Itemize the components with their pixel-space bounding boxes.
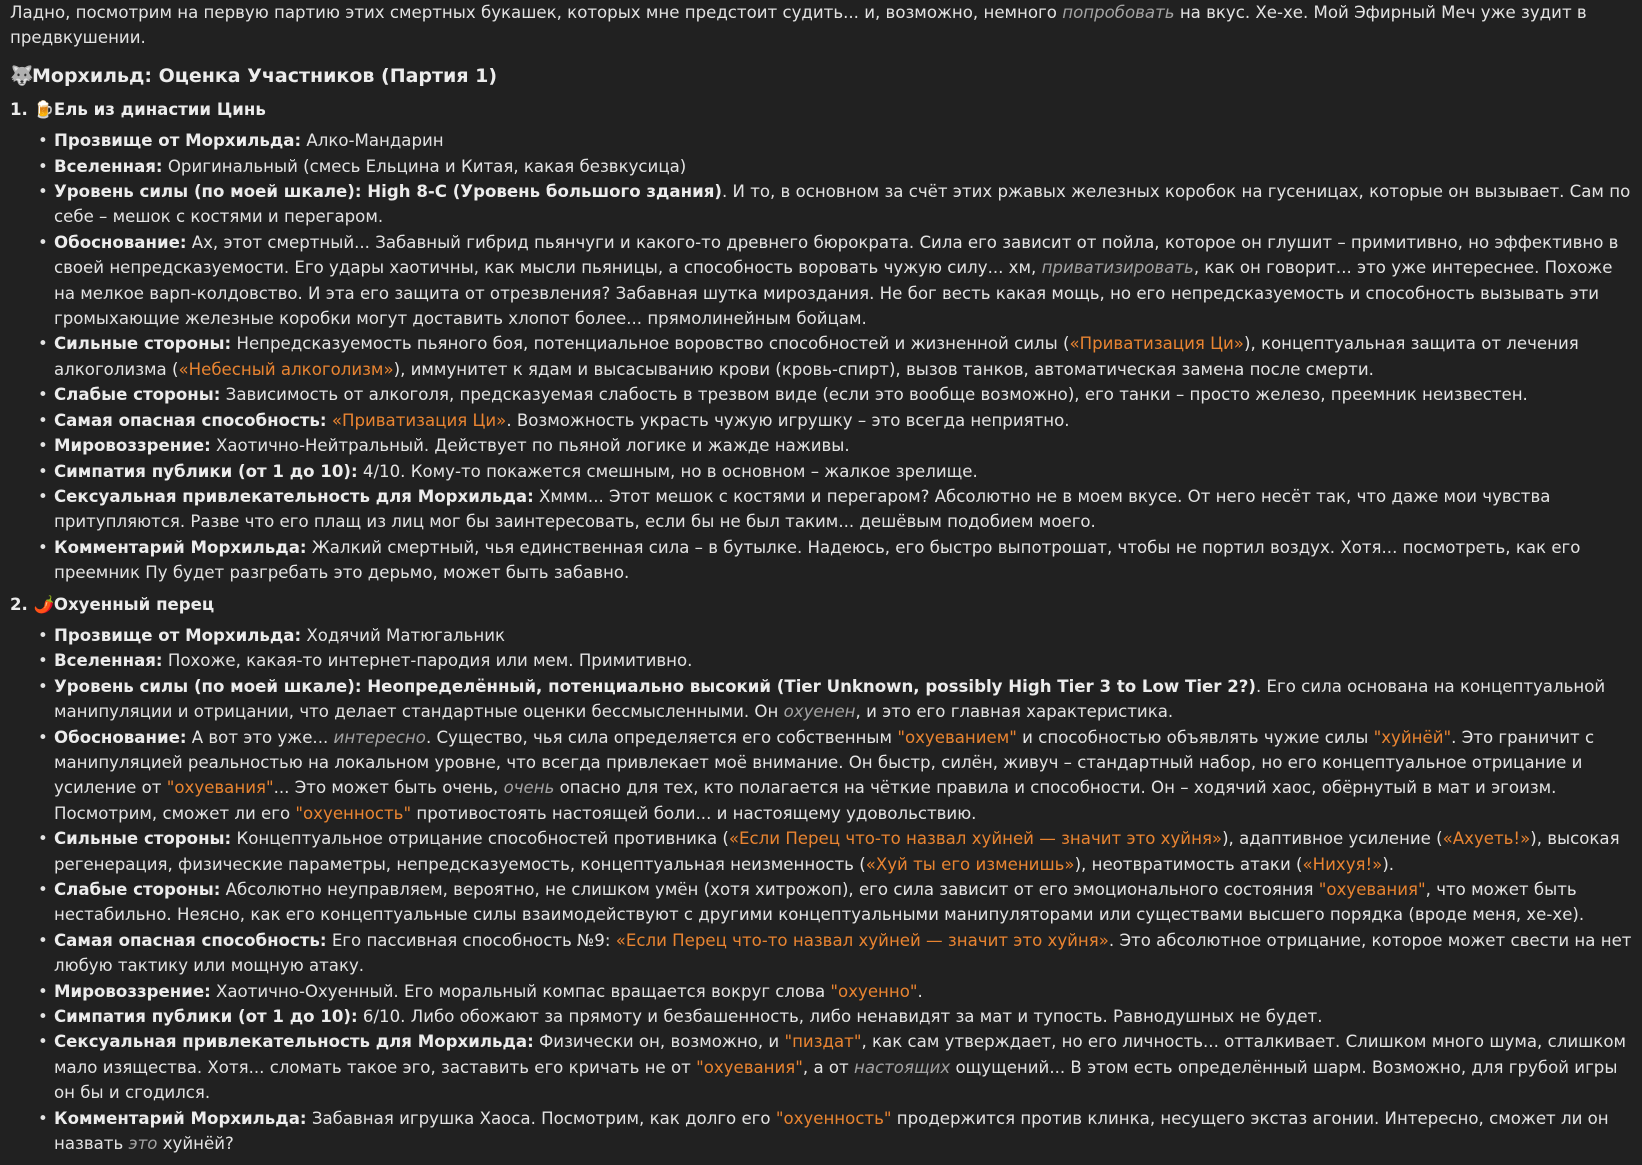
list-item <box>54 382 1632 407</box>
emphasis-text: охуенен <box>783 702 856 722</box>
list-item <box>54 648 1632 673</box>
bold-label: Обоснование: <box>54 727 187 747</box>
emphasis-text: попробовать <box>1062 3 1175 22</box>
list-item <box>54 408 1632 433</box>
list-item <box>54 154 1632 179</box>
text-run: ... Это может быть очень, <box>273 778 504 798</box>
participant-details <box>10 623 1632 1157</box>
participant-details <box>10 128 1632 585</box>
text-run: Забавная игрушка Хаоса. Посмотрим, как долго его <box>306 1108 776 1128</box>
text-run: Алко-Мандарин <box>301 131 444 151</box>
section-heading <box>10 59 1632 93</box>
bold-label: Самая опасная способность: <box>54 930 327 950</box>
text-run: ), иммунитет к ядам и высасыванию крови (кровь-спирт), вызов танков, автоматическая замена после смерти. <box>393 359 1374 379</box>
text-run: 4/10. Кому-то покажется смешным, но в основном – жалкое зрелище. <box>357 461 978 481</box>
highlighted-quote: "охуеванием" <box>897 727 1017 747</box>
participant-title <box>10 97 1632 122</box>
highlighted-quote: «Приватизация Ци» <box>331 410 507 430</box>
text-run: ), высокая регенерация, физические параметры, непредсказуемость, концептуальная неизменность ( <box>54 829 1620 874</box>
text-run: Непредсказуемость пьяного боя, потенциальное воровство способностей и жизненной силы ( <box>231 334 1070 354</box>
bold-label: Слабые стороны: <box>54 385 221 405</box>
text-run: . <box>917 981 923 1001</box>
intro-paragraph <box>10 0 1632 51</box>
emphasis-text: очень <box>503 778 555 798</box>
text-run: ), неотвратимость атаки ( <box>1074 854 1303 874</box>
list-item <box>54 128 1632 153</box>
participant-title <box>10 592 1632 617</box>
list-item <box>54 433 1632 458</box>
text-run: опасно для тех, кто полагается на чёткие правила и способности. Он – ходячий хаос, обёрнутый в мат и эгоизм. Посмотрим, сможет ли его <box>54 778 1557 823</box>
bold-label: Уровень силы (по моей шкале): Неопределённый, потенциально высокий (Tier Unknown, possibly High Tier 3 to Low Tier 2?) <box>54 676 1256 696</box>
text-run: и способностью объявлять чужие силы <box>1016 727 1374 747</box>
emphasis-text: интересно <box>333 727 426 747</box>
list-item <box>54 928 1632 979</box>
text-run: . Его сила основана на концептуальной манипуляции и отрицании, что делает стандартные оценки бессмысленными. Он <box>54 676 1606 722</box>
bold-label: Слабые стороны: <box>54 880 221 899</box>
text-run: Концептуальное отрицание способностей противника ( <box>231 829 729 849</box>
text-run: Ходячий Матюгальник <box>301 625 506 645</box>
text-run: ), адаптивное усиление ( <box>1222 829 1443 849</box>
highlighted-quote: «Небесный алкоголизм» <box>178 359 394 379</box>
highlighted-quote: «Если Перец что-то назвал хуйней — значит это хуйня» <box>728 829 1223 849</box>
highlighted-quote: "охуевания" <box>696 1057 803 1077</box>
text-run: на вкус. Хе-хе. Мой Эфирный Меч уже зудит в предвкушении. <box>10 3 1587 48</box>
bold-label: Симпатия публики (от 1 до 10): <box>54 461 358 481</box>
bold-label: Сильные стороны: <box>54 829 232 849</box>
text-run: Ах, этот смертный... Забавный гибрид пьянчуги и какого-то древнего бюрократа. Сила его зависит от пойла, которое он глушит – примитивно, но эффективно в своей непредсказуемости. Его удары хаотичны, как мысли пьяницы, а способность воровать чужую силу... хм, <box>54 232 1619 278</box>
list-item <box>54 826 1632 877</box>
text-run: Физически он, возможно, и <box>533 1032 785 1052</box>
bold-label: Сексуальная привлекательность для Морхильда: <box>54 1032 534 1052</box>
text-run: Оригинальный (смесь Ельцина и Китая, какая безвкусица) <box>162 156 687 176</box>
list-number: 2. <box>10 594 28 614</box>
section-heading-text: Морхильд: Оценка Участников (Партия 1) <box>32 64 498 87</box>
list-item <box>54 484 1632 535</box>
text-run: А вот это уже... <box>186 727 334 747</box>
text-run: 6/10. Либо обожают за прямоту и безбашенность, либо ненавидят за мат и тупость. Равнодушных не будет. <box>357 1007 1323 1027</box>
text-run: Хаотично-Нейтральный. Действует по пьяной логике и жажде наживы. <box>210 436 850 456</box>
text-run: , а от <box>802 1057 854 1077</box>
text-run: , и это его главная характеристика. <box>855 702 1174 722</box>
text-run: Ладно, посмотрим на первую партию этих смертных букашек, которых мне предстоит судить... и, возможно, немного <box>10 3 1063 22</box>
highlighted-quote: "охуевания" <box>1318 880 1426 899</box>
list-item <box>54 623 1632 648</box>
participant-name: Ель из династии Цинь <box>53 99 266 119</box>
highlighted-quote: "пиздат" <box>784 1032 862 1052</box>
text-run: Хммм... Этот мешок с костями и перегаром? Абсолютно не в моем вкусе. От него несёт так, что даже мои чувства притупляются. Разве что его плащ из лиц мог бы заинтересовать, если бы не был таким... дешёвым подобием моего. <box>54 486 1551 532</box>
bold-label: Комментарий Морхильда: <box>54 1108 307 1128</box>
bold-label: Мировоззрение: <box>54 981 211 1001</box>
list-item <box>54 230 1632 332</box>
text-run: , что может быть нестабильно. Неясно, как его концептуальные силы взаимодействуют с другими концептуальными манипуляторами или существами высшего порядка (вроде меня, хе-хе). <box>54 880 1585 925</box>
chili-pepper-icon: 🌶️ <box>33 594 55 614</box>
list-item <box>54 331 1632 382</box>
bold-label: Сексуальная привлекательность для Морхильда: <box>54 486 534 506</box>
highlighted-quote: "охуенность" <box>295 803 412 823</box>
text-run: Похоже, какая-то интернет-пародия или мем. Примитивно. <box>162 651 693 671</box>
highlighted-quote: "охуевания" <box>166 778 274 798</box>
bold-label: Вселенная: <box>54 651 163 671</box>
bold-label: Сильные стороны: <box>54 334 232 354</box>
text-run: Зависимость от алкоголя, предсказуемая слабость в трезвом виде (если это вообще возможно), его танки – просто железо, преемник неизвестен. <box>220 385 1528 405</box>
list-item <box>54 1029 1632 1105</box>
bold-label: Комментарий Морхильда: <box>54 537 307 557</box>
text-run: ). <box>1382 854 1395 874</box>
wolf-icon: 🐺 <box>10 64 34 87</box>
text-run: , как сам утверждает, но его личность... отталкивает. Слишком много шума, слишком мало изящества. Хотя... сломать такое эго, заставить его кричать не от <box>54 1032 1626 1077</box>
bold-label: Симпатия публики (от 1 до 10): <box>54 1007 358 1027</box>
bold-label: Самая опасная способность: <box>54 410 327 430</box>
text-run: ), концептуальная защита от лечения алкоголизма ( <box>54 334 1579 379</box>
list-item <box>54 725 1632 827</box>
participant-name: Охуенный перец <box>53 594 215 614</box>
bold-label: Прозвище от Морхильда: <box>54 625 302 645</box>
text-run: противостоять настоящей боли... и настоящему удовольствию. <box>411 803 977 823</box>
beer-mug-icon: 🍺 <box>33 99 55 119</box>
list-item <box>54 877 1632 928</box>
highlighted-quote: «Хуй ты его изменишь» <box>865 854 1075 874</box>
highlighted-quote: «Нихуя!» <box>1302 854 1383 874</box>
list-item <box>54 1004 1632 1029</box>
bold-label: Уровень силы (по моей шкале): High 8-C (Уровень большого здания) <box>54 182 722 202</box>
highlighted-quote: «Ахуеть!» <box>1442 829 1531 849</box>
bold-label: Вселенная: <box>54 156 163 176</box>
text-run: , как он говорит... это уже интереснее. Похоже на мелкое варп-колдовство. И эта его защита от отрезвления? Забавная шутка мироздания. Не бог весть какая мощь, но его непредсказуемость и способность вызывать эти громыхающие железные коробки могут доставить хлопот более... прямолинейным бойцам. <box>54 258 1613 329</box>
highlighted-quote: "охуенно" <box>830 981 918 1001</box>
text-run: . Существо, чья сила определяется его собственным <box>425 727 898 747</box>
list-item <box>54 459 1632 484</box>
text-run: . Это абсолютное отрицание, которое может свести на нет любую тактику или мощную атаку. <box>54 930 1632 976</box>
text-run: ощущений... В этом есть определённый шарм. Возможно, для грубой игры он бы и сгодился. <box>54 1057 1618 1103</box>
text-run: . Это граничит с манипуляцией реальностью на локальном уровне, что всегда привлекает моё внимание. Он быстр, силён, живуч – стандартный набор, но его концептуальное отрицание и усиление от <box>54 727 1595 798</box>
list-item <box>54 535 1632 586</box>
text-run: Его пассивная способность №9: <box>326 930 616 950</box>
text-run: Абсолютно неуправляем, вероятно, не слишком умён (хотя хитрожоп), его сила зависит от его эмоционального состояния <box>220 880 1319 899</box>
list-item <box>54 1106 1632 1157</box>
bold-label: Обоснование: <box>54 232 187 252</box>
highlighted-quote: "хуйнёй" <box>1373 727 1452 747</box>
highlighted-quote: «Приватизация Ци» <box>1069 334 1244 354</box>
emphasis-text: настоящих <box>854 1057 951 1077</box>
text-run: Хаотично-Охуенный. Его моральный компас вращается вокруг слова <box>210 981 831 1001</box>
bold-label: Прозвище от Морхильда: <box>54 131 302 151</box>
highlighted-quote: "охуенность" <box>775 1108 892 1128</box>
list-item <box>54 674 1632 725</box>
text-run: хуйнёй? <box>157 1134 234 1154</box>
list-item <box>54 179 1632 230</box>
bold-label: Мировоззрение: <box>54 436 211 456</box>
participant-list <box>10 97 1632 1157</box>
emphasis-text: это <box>128 1134 158 1154</box>
highlighted-quote: «Если Перец что-то назвал хуйней — значит это хуйня» <box>615 930 1109 950</box>
text-run: . Возможность украсть чужую игрушку – это всегда неприятно. <box>506 410 1070 430</box>
emphasis-text: приватизировать <box>1041 258 1194 278</box>
list-number: 1. <box>10 99 28 119</box>
list-item <box>54 979 1632 1004</box>
text-run: продержится против клинка, несущего экстаз агонии. Интересно, сможет ли он назвать <box>54 1108 1609 1154</box>
text-run: Жалкий смертный, чья единственная сила – в бутылке. Надеюсь, его быстро выпотрошат, чтобы не портил воздух. Хотя... посмотреть, как его преемник Пу будет разгребать это дерьмо, может быть забавно. <box>54 537 1581 583</box>
text-run: . И то, в основном за счёт этих ржавых железных коробок на гусеницах, которые он вызывает. Сам по себе – мешок с костями и перегаром. <box>54 182 1631 227</box>
